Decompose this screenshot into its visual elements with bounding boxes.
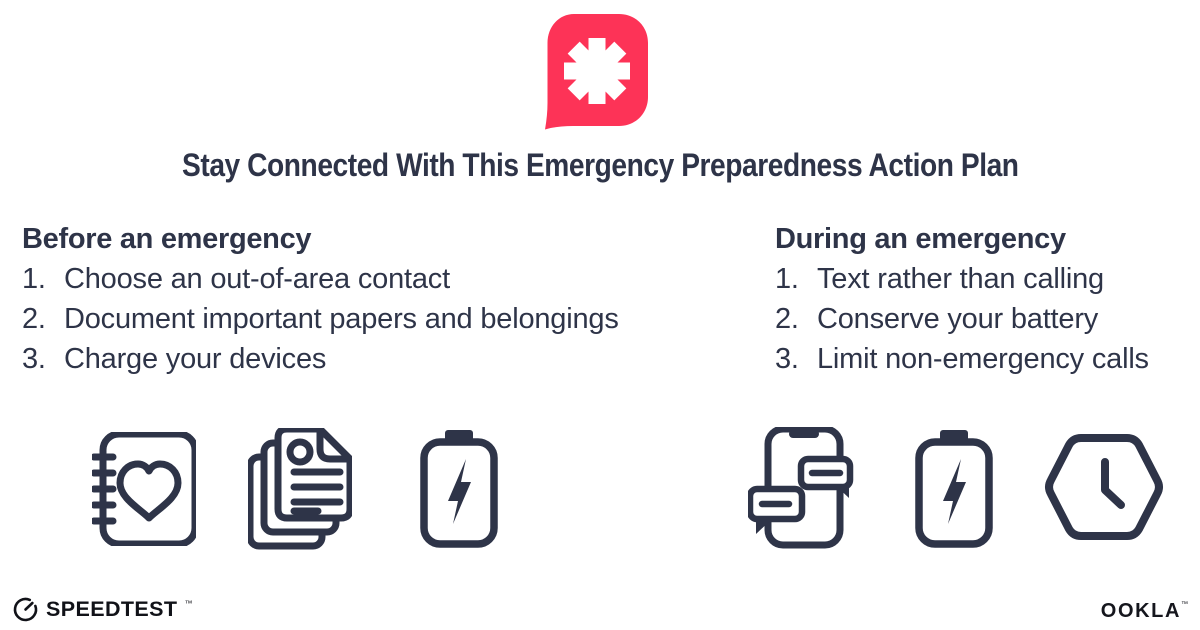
list-item-text: Document important papers and belongings bbox=[64, 303, 619, 335]
page-title-text: Stay Connected With This Emergency Preparedness Action Plan bbox=[181, 147, 1019, 183]
battery-charge-icon bbox=[915, 430, 993, 548]
battery-charge-icon bbox=[420, 430, 498, 548]
during-heading: During an emergency bbox=[775, 223, 1066, 255]
list-item bbox=[22, 299, 742, 339]
list-item bbox=[22, 259, 742, 299]
list-item bbox=[775, 259, 1195, 299]
page-title bbox=[0, 147, 1200, 183]
eight-spoke-asterisk-icon bbox=[543, 12, 650, 130]
clock-hexagon-icon bbox=[1044, 434, 1164, 542]
list-item-number: 3. bbox=[775, 343, 799, 375]
speedtest-trademark: ™ bbox=[184, 599, 193, 608]
before-heading: Before an emergency bbox=[22, 223, 312, 255]
section-during-emergency bbox=[775, 219, 1195, 379]
ookla-trademark: ™ bbox=[1181, 601, 1188, 608]
speedtest-gauge-icon bbox=[12, 596, 39, 623]
list-item bbox=[22, 339, 742, 379]
list-item-number: 1. bbox=[22, 263, 46, 295]
list-item-text: Text rather than calling bbox=[817, 263, 1104, 295]
speedtest-wordmark: SPEEDTEST bbox=[46, 597, 178, 621]
phone-messages-icon bbox=[748, 427, 854, 549]
list-item-number: 3. bbox=[22, 343, 46, 375]
contact-book-heart-icon bbox=[92, 432, 196, 546]
section-before-emergency bbox=[22, 219, 742, 379]
during-list bbox=[775, 259, 1195, 379]
ookla-logo bbox=[1101, 599, 1188, 623]
documents-stack-icon bbox=[248, 428, 352, 550]
ookla-wordmark: OOKLA bbox=[1100, 600, 1181, 622]
list-item-text: Charge your devices bbox=[64, 343, 327, 375]
speedtest-logo bbox=[12, 596, 192, 623]
list-item-text: Limit non-emergency calls bbox=[817, 343, 1149, 375]
list-item-number: 1. bbox=[775, 263, 799, 295]
list-item-number: 2. bbox=[775, 303, 799, 335]
emergency-badge bbox=[543, 12, 650, 130]
list-item-text: Conserve your battery bbox=[817, 303, 1099, 335]
list-item bbox=[775, 339, 1195, 379]
list-item-text: Choose an out-of-area contact bbox=[64, 263, 450, 295]
before-list bbox=[22, 259, 742, 379]
list-item-number: 2. bbox=[22, 303, 46, 335]
list-item bbox=[775, 299, 1195, 339]
